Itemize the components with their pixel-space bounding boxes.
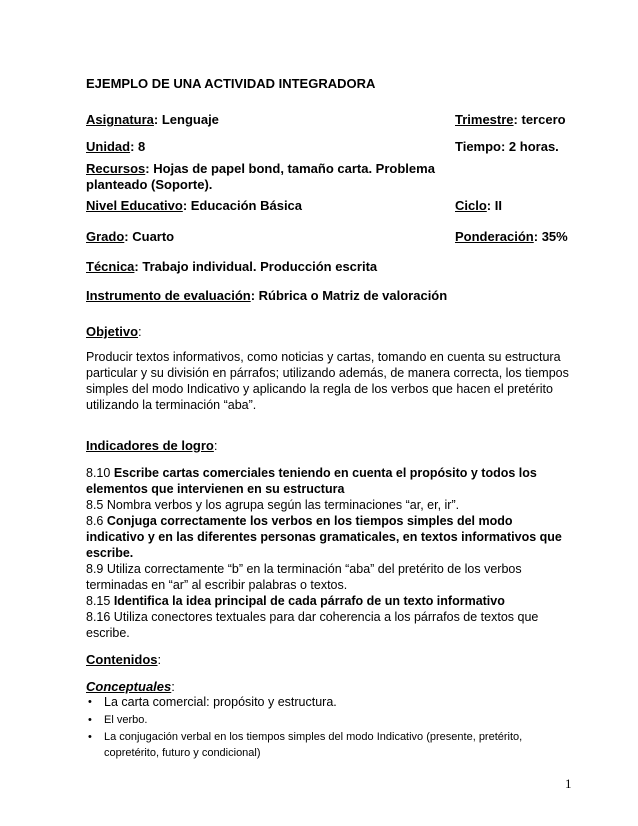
bullet-icon: • [88, 714, 92, 726]
unidad-field [86, 139, 145, 154]
asignatura-value: : Lenguaje [153, 112, 219, 127]
ciclo-value: : II [486, 198, 502, 213]
ponderacion-label: Ponderación [455, 229, 534, 244]
nivel-label: Nivel Educativo [86, 198, 183, 213]
indicador-8-10-line1 [86, 466, 537, 480]
conceptual-item-1: La carta comercial: propósito y estructura. [104, 695, 337, 709]
indicador-8-5: 8.5 Nombra verbos y los agrupa según las terminaciones “ar, er, ir”. [86, 498, 460, 512]
indicador-8-6-number: 8.6 [86, 514, 107, 528]
conceptuales-heading [86, 679, 175, 694]
recursos-field [86, 161, 435, 176]
contenidos-colon: : [157, 652, 162, 667]
objetivo-heading [86, 324, 142, 339]
grado-label: Grado [86, 229, 125, 244]
trimestre-value: : tercero [513, 112, 566, 127]
nivel-value: : Educación Básica [182, 198, 303, 213]
page-number: 1 [565, 776, 572, 791]
ciclo-label: Ciclo [455, 198, 487, 213]
trimestre-label: Trimestre [455, 112, 514, 127]
indicador-8-9-line1: 8.9 Utiliza correctamente “b” en la terminación “aba” del pretérito de los verbos [86, 562, 522, 576]
indicador-8-10-number: 8.10 [86, 466, 114, 480]
contenidos-heading [86, 652, 161, 667]
indicador-8-15 [86, 594, 505, 608]
instrumento-field [86, 288, 447, 303]
indicadores-heading [86, 438, 217, 453]
objetivo-line-2: particular y su división en párrafos; utilizando además, de manera correcta, los tiempos [86, 366, 569, 380]
objetivo-label: Objetivo [86, 324, 139, 339]
indicador-8-10-line2: elementos que intervienen en su estructura [86, 482, 345, 496]
instrumento-label: Instrumento de evaluación [86, 288, 251, 303]
tecnica-field [86, 259, 377, 274]
unidad-value: : 8 [130, 139, 146, 154]
conceptuales-label: Conceptuales [86, 679, 172, 694]
grado-value: : Cuarto [124, 229, 175, 244]
objetivo-line-1: Producir textos informativos, como noticias y cartas, tomando en cuenta su estructura [86, 350, 561, 364]
indicadores-colon: : [213, 438, 218, 453]
document-title: EJEMPLO DE UNA ACTIVIDAD INTEGRADORA [86, 76, 376, 91]
conceptual-item-3-line1: La conjugación verbal en los tiempos simples del modo Indicativo (presente, pretérito, [104, 731, 523, 743]
grado-field [86, 229, 174, 244]
indicador-8-15-text: Identifica la idea principal de cada párrafo de un texto informativo [113, 594, 505, 608]
unidad-label: Unidad [86, 139, 131, 154]
bullet-icon: • [88, 696, 92, 708]
recursos-label: Recursos [86, 161, 146, 176]
bullet-icon: • [88, 731, 92, 743]
asignatura-field [86, 112, 219, 127]
objetivo-colon: : [138, 324, 142, 339]
ponderacion-field [455, 229, 568, 244]
ponderacion-value: : 35% [533, 229, 568, 244]
indicador-8-15-number: 8.15 [86, 594, 114, 608]
ciclo-field [455, 198, 502, 213]
indicador-8-10-text: Escribe cartas comerciales teniendo en cuenta el propósito y todos los [113, 466, 537, 480]
contenidos-label: Contenidos [86, 652, 158, 667]
objetivo-line-3: simples del modo Indicativo y aplicando la regla de los verbos que hacen el pretérito [86, 382, 553, 396]
indicador-8-16-line2: escribe. [86, 626, 130, 640]
recursos-value-line2: planteado (Soporte). [86, 177, 213, 192]
indicador-8-6-line3: escribe. [86, 546, 134, 560]
tecnica-value: : Trabajo individual. Producción escrita [134, 259, 378, 274]
indicador-8-9-line2: terminadas en “ar” al escribir palabras o textos. [86, 578, 348, 592]
instrumento-value: : Rúbrica o Matriz de valoración [250, 288, 448, 303]
asignatura-label: Asignatura [86, 112, 154, 127]
indicador-8-6-line2: indicativo y en las diferentes personas gramaticales, en textos informativos que [86, 530, 562, 544]
indicador-8-16-line1: 8.16 Utiliza conectores textuales para dar coherencia a los párrafos de textos que [86, 610, 539, 624]
indicador-8-6-line1 [86, 514, 513, 528]
indicador-8-6-text: Conjuga correctamente los verbos en los tiempos simples del modo [106, 514, 513, 528]
indicadores-label: Indicadores de logro [86, 438, 214, 453]
tiempo-field: Tiempo: 2 horas. [455, 139, 559, 154]
conceptual-item-2: El verbo. [104, 714, 148, 726]
recursos-value-line1: : Hojas de papel bond, tamaño carta. Problema [145, 161, 435, 176]
trimestre-field [455, 112, 566, 127]
objetivo-line-4: utilizando la terminación “aba”. [86, 398, 257, 412]
conceptual-item-3-line2: copretérito, futuro y condicional) [104, 747, 261, 759]
conceptuales-colon: : [171, 679, 175, 694]
nivel-field [86, 198, 302, 213]
tecnica-label: Técnica [86, 259, 135, 274]
